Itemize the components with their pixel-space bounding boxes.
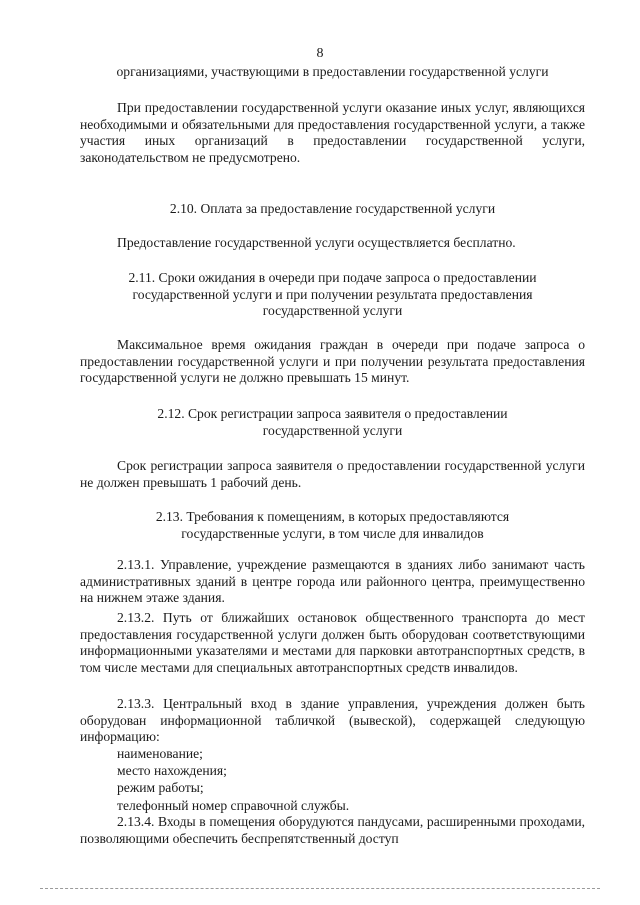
page-number: 8 xyxy=(316,46,324,61)
paragraph-2-13-4: 2.13.4. Входы в помещения оборудуются пандусами, расширенными проходами, позволяющими обеспечить беспрепятственный доступ xyxy=(80,814,585,846)
section-heading-2-12: 2.12. Срок регистрации запроса заявителя о предоставлении государственной услуги xyxy=(157,406,508,438)
paragraph-2-13-3: 2.13.3. Центральный вход в здание управления, учреждения должен быть оборудован информационной табличкой (вывеской), содержащей следующую информацию: xyxy=(80,696,585,744)
paragraph-2-10: Предоставление государственной услуги осуществляется бесплатно. xyxy=(117,235,516,250)
section-heading-2-13: 2.13. Требования к помещениям, в которых предоставляются государственные услуги, в том числе для инвалидов xyxy=(155,509,510,541)
section-heading-2-11: 2.11. Сроки ожидания в очереди при подаче запроса о предоставлении государственной услуги и при получении результата предоставления государственной услуги xyxy=(128,270,537,318)
list-item: режим работы; xyxy=(117,780,204,795)
paragraph-2-13-2: 2.13.2. Путь от ближайших остановок общественного транспорта до мест предоставления государственной услуги должен быть оборудован соответствующими информационными указателями и местами для парковки автотранспортных средств, в том числе местами для специальных автотранспортных средств инвалидов. xyxy=(80,610,585,675)
continuation-line: организациями, участвующими в предоставлении государственной услуги xyxy=(116,64,549,79)
section-heading-2-10: 2.10. Оплата за предоставление государственной услуги xyxy=(169,201,496,216)
list-item: наименование; xyxy=(117,746,203,761)
list-item: место нахождения; xyxy=(117,763,227,778)
paragraph-2-12: Срок регистрации запроса заявителя о предоставлении государственной услуги не должен превышать 1 рабочий день. xyxy=(80,458,585,490)
scan-edge-line xyxy=(40,888,600,889)
list-item: телефонный номер справочной службы. xyxy=(117,798,350,813)
paragraph-other-services: При предоставлении государственной услуги оказание иных услуг, являющихся необходимыми и обязательными для предоставления государственной услуги, а также участия иных организаций в предоставлении государственной услуги, законодательством не предусмотрено. xyxy=(80,100,585,165)
paragraph-2-13-1: 2.13.1. Управление, учреждение размещаются в зданиях либо занимают часть административных зданий в центре города или районного центра, преимущественно на нижнем этаже здания. xyxy=(80,557,585,605)
paragraph-2-11: Максимальное время ожидания граждан в очереди при подаче запроса о предоставлении государственной услуги и при получении результата предоставления государственной услуги не должно превышать 15 минут. xyxy=(80,337,585,385)
